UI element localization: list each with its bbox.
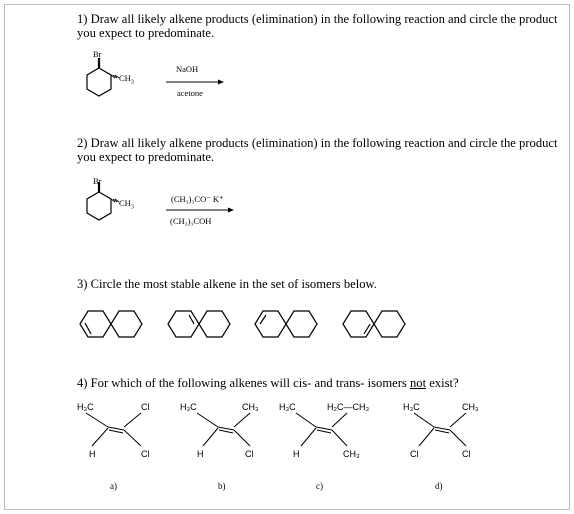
alkene-a-top-right: Cl <box>141 402 150 412</box>
alkene-d-top-right: CH₃ <box>462 402 479 412</box>
q2-methyl-label: $CH_3$ <box>119 198 134 211</box>
alkene-b-top-left: H₃C <box>180 402 197 412</box>
alkene-d-bottom-left: Cl <box>410 449 419 459</box>
q2-reaction-arrow <box>166 206 236 214</box>
q2-bromine-label: Br <box>93 176 102 186</box>
alkene-a-top-left: H₃C <box>77 402 94 412</box>
alkene-c-label: c) <box>316 481 323 491</box>
question-4-text: 4) For which of the following alkenes will cis- and trans- isomers not exist? <box>77 376 459 390</box>
alkene-a-bottom-right: Cl <box>141 449 150 459</box>
alkene-a-bottom-left: H <box>89 449 96 459</box>
q2-reactant-structure <box>80 184 140 244</box>
alkene-c-top-right: H₂C—CH₃ <box>327 402 370 412</box>
alkene-b-top-right: CH₃ <box>242 402 259 412</box>
alkene-a-label: a) <box>110 481 117 491</box>
q1-methyl-label: $CH_3$ <box>119 73 134 86</box>
q3-isomer-set <box>80 306 410 346</box>
q1-bromine-label: Br <box>93 49 102 59</box>
q1-reagent-top: NaOH <box>176 64 199 74</box>
q2-reagent-bottom: (CH₃)₃COH <box>170 216 212 226</box>
alkene-d-bottom-right: Cl <box>462 449 471 459</box>
question-2-line-2: you expect to predominate. <box>77 150 215 164</box>
alkene-c-top-left: H₃C <box>279 402 296 412</box>
question-1-line-1: 1) Draw all likely alkene products (elimination) in the following reaction and circle the product <box>77 12 558 26</box>
alkene-b-bottom-right: Cl <box>245 449 254 459</box>
q2-reagent-top: (CH₃)₃CO⁻ K⁺ <box>171 194 224 204</box>
question-1-line-2: you expect to predominate. <box>77 26 215 40</box>
q1-reagent-bottom: acetone <box>177 88 203 98</box>
alkene-d-top-left: H₃C <box>403 402 420 412</box>
alkene-b-bottom-left: H <box>197 449 204 459</box>
question-2-line-1: 2) Draw all likely alkene products (elimination) in the following reaction and circle the product <box>77 136 558 150</box>
alkene-c-bottom-left: H <box>293 449 300 459</box>
alkene-c-bottom-right: CH₃ <box>343 449 360 459</box>
alkene-b-label: b) <box>218 481 226 491</box>
alkene-d-label: d) <box>435 481 443 491</box>
q1-reaction-arrow <box>166 78 226 86</box>
question-3-text: 3) Circle the most stable alkene in the set of isomers below. <box>77 277 377 291</box>
